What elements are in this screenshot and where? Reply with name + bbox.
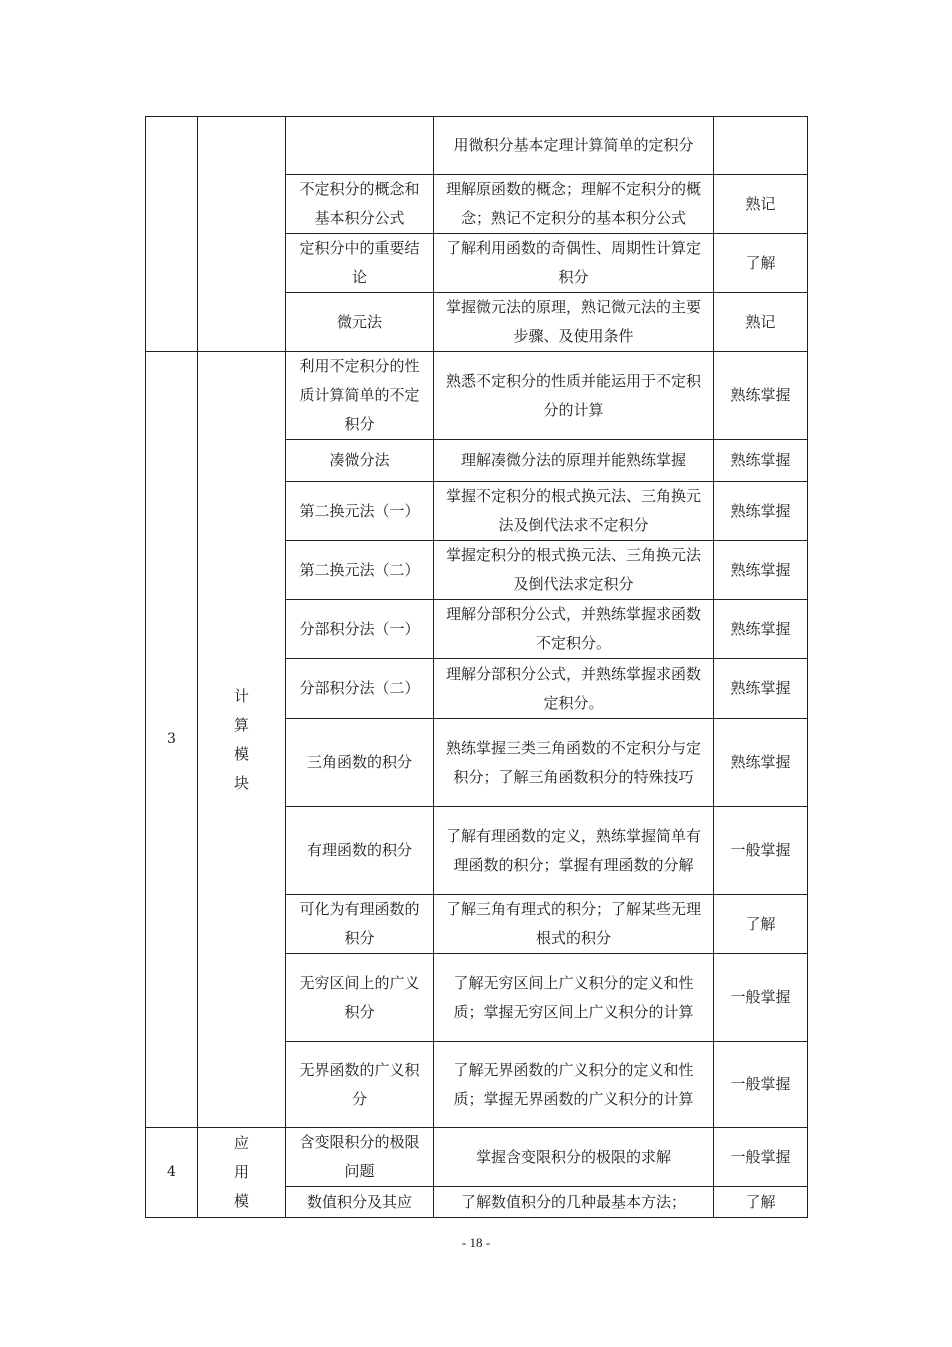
topic-cell: 第二换元法（二） <box>286 541 434 600</box>
topic-cell: 不定积分的概念和基本积分公式 <box>286 175 434 234</box>
requirement-cell: 理解凑微分法的原理并能熟练掌握 <box>434 440 714 482</box>
level-cell: 熟练掌握 <box>714 541 808 600</box>
level-cell: 熟练掌握 <box>714 482 808 541</box>
group-number-cell: 4 <box>146 1128 198 1218</box>
requirement-cell: 掌握微元法的原理，熟记微元法的主要步骤、及使用条件 <box>434 293 714 352</box>
module-char: 计 <box>233 686 249 705</box>
requirement-cell: 了解无界函数的广义积分的定义和性质；掌握无界函数的广义积分的计算 <box>434 1042 714 1128</box>
level-cell <box>714 117 808 175</box>
requirement-cell: 熟练掌握三类三角函数的不定积分与定积分；了解三角函数积分的特殊技巧 <box>434 719 714 807</box>
level-cell: 一般掌握 <box>714 807 808 895</box>
table-row <box>146 1128 808 1187</box>
table-row <box>146 117 808 175</box>
module-cell <box>198 1128 286 1218</box>
requirement-cell: 熟悉不定积分的性质并能运用于不定积分的计算 <box>434 352 714 440</box>
level-cell: 一般掌握 <box>714 1042 808 1128</box>
topic-cell <box>286 117 434 175</box>
level-cell: 熟练掌握 <box>714 600 808 659</box>
requirement-cell: 理解分部积分公式，并熟练掌握求函数不定积分。 <box>434 600 714 659</box>
topic-cell: 数值积分及其应 <box>286 1187 434 1218</box>
module-char: 模 <box>233 744 249 763</box>
syllabus-table <box>145 116 808 1218</box>
level-cell: 一般掌握 <box>714 1128 808 1187</box>
level-cell: 熟练掌握 <box>714 352 808 440</box>
level-cell: 熟记 <box>714 293 808 352</box>
module-char: 用 <box>233 1163 249 1181</box>
level-cell: 熟练掌握 <box>714 659 808 719</box>
page-number: - 18 - <box>461 1235 491 1250</box>
requirement-cell: 理解原函数的概念；理解不定积分的概念；熟记不定积分的基本积分公式 <box>434 175 714 234</box>
requirement-cell: 了解有理函数的定义，熟练掌握简单有理函数的积分；掌握有理函数的分解 <box>434 807 714 895</box>
topic-cell: 分部积分法（二） <box>286 659 434 719</box>
level-cell: 熟记 <box>714 175 808 234</box>
level-cell: 了解 <box>714 895 808 954</box>
requirement-cell: 理解分部积分公式，并熟练掌握求函数定积分。 <box>434 659 714 719</box>
requirement-cell: 了解无穷区间上广义积分的定义和性质；掌握无穷区间上广义积分的计算 <box>434 954 714 1042</box>
module-char: 模 <box>233 1192 249 1210</box>
topic-cell: 有理函数的积分 <box>286 807 434 895</box>
topic-cell: 含变限积分的极限问题 <box>286 1128 434 1187</box>
requirement-cell: 了解数值积分的几种最基本方法； <box>434 1187 714 1218</box>
requirement-cell: 掌握定积分的根式换元法、三角换元法及倒代法求定积分 <box>434 541 714 600</box>
module-char: 应 <box>233 1134 249 1152</box>
topic-cell: 分部积分法（一） <box>286 600 434 659</box>
level-cell: 熟练掌握 <box>714 440 808 482</box>
level-cell: 一般掌握 <box>714 954 808 1042</box>
group-number-cell <box>146 117 198 352</box>
requirement-cell: 了解三角有理式的积分；了解某些无理根式的积分 <box>434 895 714 954</box>
group-number-cell: 3 <box>146 352 198 1128</box>
module-cell <box>198 352 286 1128</box>
topic-cell: 无穷区间上的广义积分 <box>286 954 434 1042</box>
requirement-cell: 用微积分基本定理计算简单的定积分 <box>434 117 714 175</box>
topic-cell: 凑微分法 <box>286 440 434 482</box>
module-char: 算 <box>233 715 249 734</box>
level-cell: 了解 <box>714 234 808 293</box>
topic-cell: 第二换元法（一） <box>286 482 434 541</box>
topic-cell: 无界函数的广义积分 <box>286 1042 434 1128</box>
topic-cell: 利用不定积分的性质计算简单的不定积分 <box>286 352 434 440</box>
module-cell <box>198 117 286 352</box>
requirement-cell: 了解利用函数的奇偶性、周期性计算定积分 <box>434 234 714 293</box>
topic-cell: 可化为有理函数的积分 <box>286 895 434 954</box>
table-row <box>146 352 808 440</box>
requirement-cell: 掌握不定积分的根式换元法、三角换元法及倒代法求不定积分 <box>434 482 714 541</box>
topic-cell: 微元法 <box>286 293 434 352</box>
topic-cell: 定积分中的重要结论 <box>286 234 434 293</box>
level-cell: 熟练掌握 <box>714 719 808 807</box>
level-cell: 了解 <box>714 1187 808 1218</box>
topic-cell: 三角函数的积分 <box>286 719 434 807</box>
requirement-cell: 掌握含变限积分的极限的求解 <box>434 1128 714 1187</box>
module-char: 块 <box>233 773 249 792</box>
